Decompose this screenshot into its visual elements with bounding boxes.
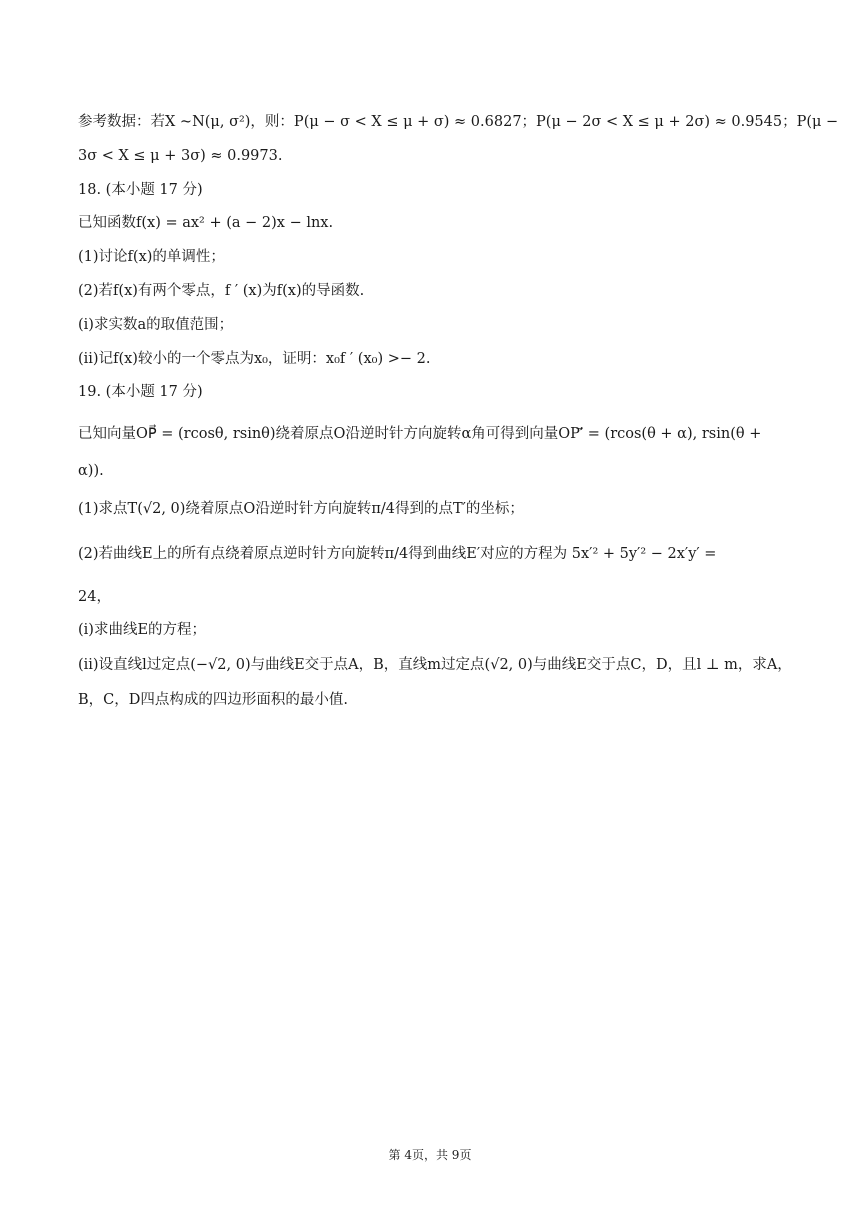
question-19-part-2-line-2: 24， — [78, 589, 111, 605]
page-footer: 第 4页，共 9页 — [388, 1148, 472, 1162]
question-19-intro-line-1: 已知向量OP⃗ = (rcosθ, rsinθ)绕着原点O沿逆时针方向旋转α角可得到向量OP′⃗ = (rcos(θ + α), rsin(θ + — [78, 426, 762, 442]
question-19-part-1: (1)求点T(√2, 0)绕着原点O沿逆时针方向旋转π/4得到的点T′的坐标； — [78, 501, 524, 517]
question-19-intro-line-2: α)). — [78, 463, 104, 479]
question-18-part-1: (1)讨论f(x)的单调性； — [78, 249, 225, 265]
question-19-part-2-i: (i)求曲线E的方程； — [78, 622, 207, 638]
question-18-part-2: (2)若f(x)有两个零点，f ′ (x)为f(x)的导函数. — [78, 283, 365, 299]
question-19-part-2-line-1: (2)若曲线E上的所有点绕着原点逆时针方向旋转π/4得到曲线E′对应的方程为 5x′² + 5y′² − 2x′y′ = — [78, 546, 717, 562]
question-18-part-2-ii: (ii)记f(x)较小的一个零点为x₀，证明：x₀f ′ (x₀) >− 2. — [78, 351, 431, 367]
question-19-part-2-ii-line-1: (ii)设直线l过定点(−√2, 0)与曲线E交于点A，B，直线m过定点(√2, 0)与曲线E交于点C，D，且l ⊥ m，求A， — [78, 657, 792, 673]
reference-data-line-2: 3σ < X ≤ μ + 3σ) ≈ 0.9973. — [78, 148, 283, 164]
question-19-part-2-ii-line-2: B，C，D四点构成的四边形面积的最小值. — [78, 692, 348, 708]
question-18-part-2-i: (i)求实数a的取值范围； — [78, 317, 234, 333]
question-18-function: 已知函数f(x) = ax² + (a − 2)x − lnx. — [78, 215, 334, 231]
question-19-heading: 19. (本小题 17 分) — [78, 384, 203, 400]
question-18-heading: 18. (本小题 17 分) — [78, 182, 203, 198]
reference-data-line-1: 参考数据：若X ~N(μ, σ²)，则：P(μ − σ < X ≤ μ + σ) ≈ 0.6827；P(μ − 2σ < X ≤ μ + 2σ) ≈ 0.9545；P(μ − — [78, 114, 839, 130]
